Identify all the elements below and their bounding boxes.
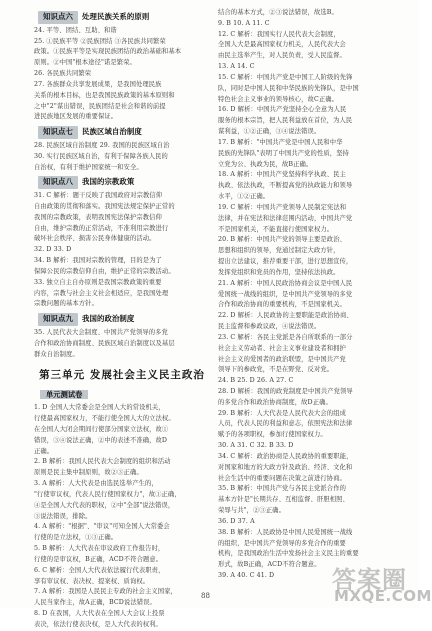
text-line: 行使最高国家权力，不能行使全国人大的立法权。 (34, 415, 175, 423)
text-line: 6. C 解析：全国人大代表依法履行代表职责， (34, 566, 165, 574)
text-line: 由民主选举产生，对人民负责，受人民监督。 (218, 52, 346, 60)
text-line: 之中"2"谋出错误，民族团结是社会和谐的前提 (34, 102, 166, 110)
text-line: 9. B 10. A 11. C (218, 19, 270, 27)
text-line: 21. A 解析：中国人民政治协商会议是中国人民 (218, 279, 353, 287)
text-line: 我国的宗教政策，表明我国宪法保护宗教信仰 (34, 213, 162, 221)
text-line: 民族的先锋队"表明了中国共产党的性质，坚持 (218, 149, 349, 157)
section-title: 处理民族关系的原则 (81, 12, 150, 21)
text-line: 33. 独立自主自办原则是我国宗教政策的重要 (34, 278, 162, 286)
watermark-top-text: 答案圈 (332, 566, 407, 594)
text-line: 水平，①②正确。 (218, 193, 270, 201)
unit-title: 第三单元 发展社会主义民主政治 (39, 369, 205, 382)
text-line: 自治权，有利于维护国家统一和安全。 (34, 163, 143, 171)
text-line: 22. D 解析：人民政协的主要职能是政治协商、 (218, 312, 353, 320)
text-line: 破坏社会秩序、损害公民身体健康的活动。 (34, 235, 156, 243)
text-line: ④是全国人大代表的职权，②中"全部"说法错误， (34, 501, 175, 509)
text-line: 24. 平等、团结、互助、和谐 (34, 26, 117, 34)
watermark-bottom-text: MXQE.COM (334, 587, 432, 605)
text-line: 对国家和地方的大政方针及政治、经济、文化和 (218, 463, 353, 471)
text-line: 队，同时是中国人民和中华民族的先锋队，是中国 (218, 84, 359, 92)
text-line: 38. B 解析：人民政协是中国人民爱国统一战线 (218, 528, 353, 536)
text-line: 宗教问题的基本方针。 (34, 300, 98, 308)
text-line: 行使的是审议权，B正确，ACD不符合题意。 (34, 555, 163, 563)
page-number: 88 (201, 592, 210, 600)
text-line: 思想和组织的领导，党通过制定大政方针， (218, 247, 340, 255)
text-line: 26. 各民族共同繁荣 (34, 70, 92, 78)
section-heading (38, 126, 210, 139)
text-line: 7. A 解析：我国是人民民主专政的社会主义国家， (34, 588, 177, 596)
text-line: 法律，并在宪法和法律范围内活动，中国共产党 (218, 214, 353, 222)
text-line: 17. B 解析："中国共产党是中国人民和中华 (218, 138, 343, 146)
text-line: 27. 各族群众共享发展成果，是我国处理民族 (34, 80, 162, 88)
text-line: 进民族地区发展的重要保证。 (34, 113, 118, 121)
text-line: 合作和政治协商制度、民族区域自治制度以及基层 (34, 339, 175, 347)
text-line: 30. A 31. C 32. B 33. D (218, 442, 294, 450)
text-line: 20. B 解析：中国共产党的领导主要是政治、 (218, 236, 346, 244)
section-tag: 知识点六 (38, 11, 78, 24)
section-tag: 知识点九 (38, 313, 78, 326)
text-line: 28. D 解析：我国的政党制度是中国共产党领导 (218, 387, 353, 395)
right-column (218, 8, 394, 582)
text-line: 39. A 40. C 41. D (218, 572, 275, 580)
text-line: 关系的根本目标，也是我国民族政策的基本原则和 (34, 91, 175, 99)
text-line: 结合的基本方式，②③说法错误，故选B。 (218, 9, 338, 16)
text-line: 28. 民族区域自治制度 29. 我国的民族区域自治 (34, 141, 170, 149)
text-line: 人员，代表人民的利益和意志，依照宪法和法律 (218, 420, 353, 428)
text-line: 原则。②中国"根本途径"诺是繁荣。 (34, 59, 136, 67)
text-line: 的组织，是中国共产党领导的多党合作的重要 (218, 539, 346, 547)
text-line: 1. D 全国人大常委会是全国人大的常设机关， (34, 404, 165, 412)
text-line: 领导下的参政党，不是在野党、反对党。 (218, 366, 334, 374)
text-line: 执政、依法执政，不断提高党的执政能力和领导 (218, 182, 353, 190)
text-line: 18. A 解析：中国共产党坚持科学执政、民主 (218, 171, 346, 179)
text-line: 发挥党组织和党员的作用，坚持依法执政。 (218, 268, 340, 276)
text-line: 35. B 解析：中国共产党与各民主党派合作的 (218, 485, 346, 493)
text-line: 19. C 解析：中国共产党领导人民制定宪法和 (218, 203, 347, 211)
text-line: 表决，依法行使表决权，是人大代表的权利。 (34, 620, 162, 628)
text-line: 荣辱与共"，②③正确。 (218, 507, 285, 515)
text-line: 服务的根本宗旨，把人民利益放在首位，为人民 (218, 117, 353, 125)
text-line: 民主监督和参政议政，④说法错误。 (218, 323, 321, 331)
text-line: 内容，宗教与社会主义社会相适应，是我国处理 (34, 289, 169, 297)
section-tag: 知识点七 (38, 126, 78, 139)
text-line: 25. ①民族平等 ②民族团结 ③各民族共同繁荣 (34, 37, 166, 45)
text-line: 社会生活中的重要问题在决策之前进行协商。 (218, 474, 346, 482)
text-line: 3. A 解析：人大代表是由选民选举产生的， (34, 480, 158, 488)
text-line: 4. A 解析："根据"、"审议"可知全国人大常委会 (34, 523, 170, 531)
text-line: 24. B 25. D 26. A 27. C (218, 377, 294, 385)
text-line: 16. D 解析：中国共产党坚持全心全意为人民 (218, 106, 347, 114)
section-title: 民族区域自治制度 (81, 127, 142, 137)
text-line: 23. C 解析：各民主党派是各自所联系的一部分 (218, 333, 353, 341)
text-line: 合作和政治协商的重要机构，不是国家机关。 (218, 301, 346, 309)
section-tag: 知识点八 (38, 176, 78, 189)
text-line: 5. B 解析：人大代表在审议政府工作报告时， (34, 545, 165, 553)
text-line: 自由，维护宗教的正常活动，不准利用宗教进行 (34, 224, 169, 232)
text-line: 立党为公、执政为民，故B正确。 (218, 160, 313, 168)
text-line: 29. B 解析：人大代表是人民代表大会的组成 (218, 409, 346, 417)
section-heading (38, 176, 210, 189)
text-line: 13. A 14. C (218, 63, 255, 71)
text-line: 错误，③④说法正确，②中的表述不准确，故D (34, 436, 168, 444)
text-line: 保障公民的宗教信仰自由，维护正常的宗教活动。 (34, 267, 175, 275)
text-line: 8. D 在我国，人大代表在全国人大会议上投票 (34, 610, 165, 618)
text-line: 社会主义的爱国者的政治联盟，是中国共产党 (218, 355, 346, 363)
text-line: 12. C 解析：我国实行人民代表大会制度， (218, 30, 340, 38)
subsection-heading (40, 389, 210, 402)
section-title: 我国的宗教政策 (81, 177, 135, 187)
text-line: 正确。 (34, 447, 54, 455)
text-line: 32. D 33. D (34, 246, 72, 254)
text-line: 特色社会主义事业的领导核心，故C正确。 (218, 95, 339, 103)
section-title: 我国的政治制度 (81, 314, 135, 324)
text-line: 35. 人民代表大会制度、中国共产党领导的多党 (34, 328, 168, 336)
text-line: 2. B 解析：我国人民代表大会制度的组织和活动 (34, 458, 171, 466)
text-line: 30. 实行民族区域自治，有利于保障各族人民的 (34, 152, 168, 160)
watermark-logo (330, 560, 432, 606)
text-line: 全国人大是最高国家权力机关，人民代表大会 (218, 41, 346, 49)
text-line: 在全国人大闭会期间行使部分国家立法权，故① (34, 426, 169, 433)
text-line: 享有审议权、表决权、提案权、质询权。 (34, 577, 150, 585)
text-line: 行使的是立法权，①③正确。 (34, 534, 118, 542)
text-line: 人民当家作主，故A正确，BCD说法错误。 (34, 599, 156, 607)
text-line: "行使审议权，代表人民行使国家权力"，故①正确， (34, 490, 181, 498)
subsection-title: 单元测试卷 (40, 390, 88, 399)
text-line: 基本方针是"长期共存、互相监督、肝胆相照、 (218, 496, 349, 504)
text-line: 爱国统一战线的组织，是中国共产党领导的多党 (218, 290, 353, 298)
text-line: 34. B 解析：我国对宗教的管理，目的是为了 (34, 257, 162, 265)
left-column (34, 8, 210, 631)
text-line: 原则是民主集中制原则，故②③正确。 (34, 469, 143, 477)
text-line: 自由政策的贯彻和落实。我国宪法规定保护正常的 (34, 202, 175, 210)
text-line: 群众自治制度。 (34, 350, 79, 358)
text-line: 36. D 37. A (218, 517, 255, 525)
text-line: 社会主义劳动者、社会主义事业建设者和拥护 (218, 344, 346, 352)
text-line: 政策。①民族平等是实现民族团结的政治基础和基本 (34, 48, 182, 56)
section-heading (38, 11, 210, 24)
text-line: 提出立法建议，推荐重要干部，进行思想宣传， (218, 258, 353, 266)
text-line: 形式，故B正确，ACD不符合题意。 (218, 561, 321, 569)
text-line: 不是国家机关，不能直接行使国家权力。 (218, 225, 334, 233)
text-line: 的多党合作和政治协商制度，故D正确。 (218, 398, 332, 406)
text-line: 31. C 解析：题干反映了我国政府对宗教信仰 (34, 192, 163, 200)
section-heading (38, 313, 210, 326)
text-line: 34. C 解析：政治协商是人民政协的重要职能， (218, 452, 353, 460)
text-line: ③说法错误，排除。 (34, 512, 92, 520)
text-line: 机构，是我国政治生活中发扬社会主义民主的重要 (218, 550, 359, 558)
text-line: 谋利益，①②正确，③④说法错误。 (218, 128, 321, 136)
text-line: 赋予的各项职权，参加行使国家权力。 (218, 431, 327, 439)
text-line: 15. C 解析：中国共产党是中国工人阶级的先锋 (218, 73, 353, 81)
